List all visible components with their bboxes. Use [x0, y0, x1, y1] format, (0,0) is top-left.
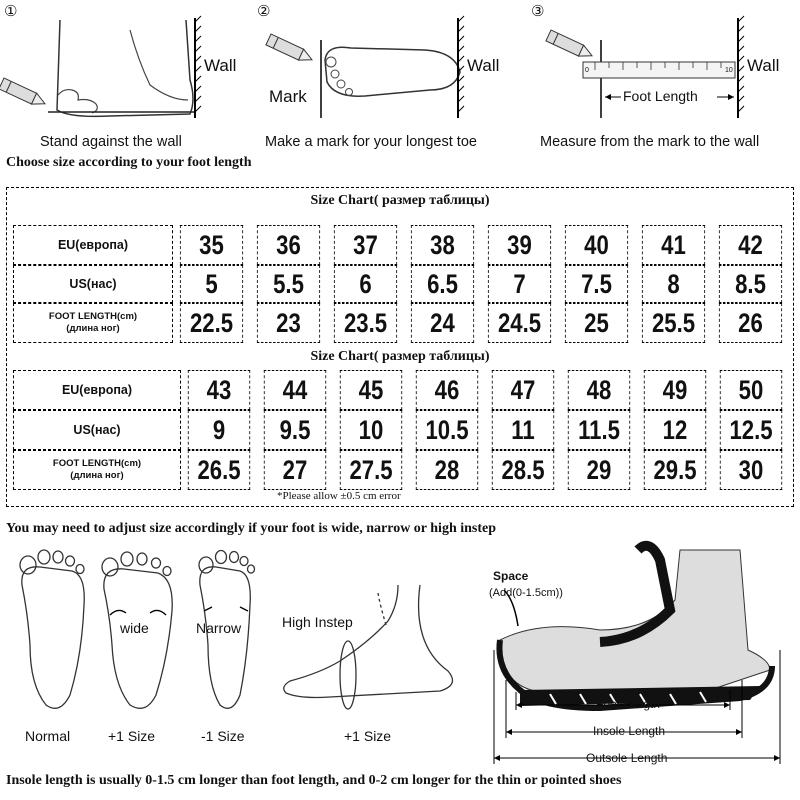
foot-length-label — [13, 303, 173, 343]
chart1-us-row — [13, 265, 789, 303]
foot-length-cell: 25.5 — [642, 303, 705, 343]
space-sub-label: (Add(0-1.5cm)) — [489, 587, 563, 599]
step-2-mark-label: Mark — [269, 87, 307, 106]
foot-length-cell: 29.5 — [644, 450, 706, 490]
eu-size-cell: 39 — [488, 225, 551, 265]
narrow-foot-caption: -1 Size — [201, 728, 245, 744]
eu-size-cell: 47 — [492, 370, 554, 410]
foot-length-label-line2: (длина ног) — [70, 470, 124, 481]
foot-length-cell: 25 — [565, 303, 628, 343]
step-2-number: ② — [257, 2, 271, 20]
us-size-cell: 8.5 — [719, 265, 782, 303]
us-size-cell: 5.5 — [257, 265, 320, 303]
step-3-caption: Measure from the mark to the wall — [540, 134, 760, 150]
high-instep-foot-outline — [284, 585, 453, 709]
us-size-cell: 10 — [340, 410, 402, 450]
wide-foot-caption: +1 Size — [108, 728, 156, 744]
normal-foot-caption: Normal — [25, 728, 71, 744]
high-instep-title: High Instep — [282, 614, 353, 630]
eu-size-cell: 46 — [416, 370, 478, 410]
foot-length-cell: 22.5 — [180, 303, 243, 343]
foot-length-cell: 27.5 — [340, 450, 402, 490]
eu-size-cell: 40 — [565, 225, 628, 265]
us-size-cell: 7.5 — [565, 265, 628, 303]
foot-length-measure-label: Foot Length — [623, 88, 698, 104]
eu-size-cell: 36 — [257, 225, 320, 265]
error-note: *Please allow ±0.5 cm error — [277, 490, 401, 502]
us-label: US(нас) — [13, 265, 173, 303]
eu-size-cell: 38 — [411, 225, 474, 265]
eu-size-cell: 42 — [719, 225, 782, 265]
eu-size-cell: 41 — [642, 225, 705, 265]
foot-length-cell: 26 — [719, 303, 782, 343]
eu-label: EU(европа) — [13, 225, 173, 265]
insole-length-note: Insole length is usually 0-1.5 cm longer than foot length, and 0-2 cm longer for the thin or pointed shoes — [6, 773, 622, 788]
eu-size-cell: 49 — [644, 370, 706, 410]
foot-length-label — [13, 450, 181, 490]
step-2-wall-label: Wall — [467, 56, 500, 75]
step-1-number: ① — [4, 2, 18, 20]
step-2 — [255, 0, 525, 180]
foot-shapes-illustration — [0, 545, 480, 745]
step-2-caption: Make a mark for your longest toe — [265, 134, 477, 150]
pencil-icon — [546, 30, 595, 61]
foot-length-cell: 23.5 — [334, 303, 397, 343]
eu-size-cell: 50 — [720, 370, 782, 410]
us-size-cell: 10.5 — [416, 410, 478, 450]
foot-length-arrow-label: Foot Length — [596, 697, 661, 711]
step-3 — [525, 0, 800, 180]
pencil-icon — [0, 78, 48, 109]
foot-length-cell: 24 — [411, 303, 474, 343]
us-size-cell: 9 — [188, 410, 250, 450]
step-1-wall-label: Wall — [204, 56, 237, 75]
chart2-foot-length-row — [13, 450, 789, 490]
us-size-cell: 12.5 — [720, 410, 782, 450]
chart2-eu-row — [13, 370, 789, 410]
narrow-label: Narrow — [196, 620, 242, 636]
us-size-cell: 7 — [488, 265, 551, 303]
ruler-end-number: 10 — [725, 67, 733, 74]
chart1-eu-row — [13, 225, 789, 265]
us-size-cell: 11.5 — [568, 410, 630, 450]
us-size-cell: 6 — [334, 265, 397, 303]
eu-size-cell: 35 — [180, 225, 243, 265]
eu-label: EU(европа) — [13, 370, 181, 410]
foot-length-cell: 28.5 — [492, 450, 554, 490]
adjust-size-text: You may need to adjust size accordingly if your foot is wide, narrow or high instep — [6, 521, 497, 536]
high-instep-caption: +1 Size — [344, 728, 392, 744]
eu-size-cell: 44 — [264, 370, 326, 410]
foot-length-cell: 27 — [264, 450, 326, 490]
step-1 — [0, 0, 260, 180]
us-size-cell: 11 — [492, 410, 554, 450]
foot-length-cell: 29 — [568, 450, 630, 490]
normal-foot-outline — [20, 550, 84, 708]
us-size-cell: 9.5 — [264, 410, 326, 450]
foot-length-label-line1: FOOT LENGTH(cm) — [52, 458, 142, 469]
eu-size-cell: 43 — [188, 370, 250, 410]
choose-size-text: Choose size according to your foot length — [6, 155, 252, 170]
step-1-caption: Stand against the wall — [40, 134, 182, 150]
chart2-us-row — [13, 410, 789, 450]
eu-size-cell: 45 — [340, 370, 402, 410]
ruler-start-number: 0 — [585, 67, 589, 74]
size-chart-title-2: Size Chart( размер таблицы) — [310, 349, 490, 364]
size-chart — [6, 187, 794, 507]
eu-size-cell: 48 — [568, 370, 630, 410]
pencil-icon — [266, 34, 315, 65]
foot-length-cell: 24.5 — [488, 303, 551, 343]
us-size-cell: 8 — [642, 265, 705, 303]
us-size-cell: 5 — [180, 265, 243, 303]
insole-length-arrow-label: Insole Length — [593, 724, 666, 738]
foot-length-label-line2: (длина ног) — [66, 323, 120, 334]
step-3-number: ③ — [531, 2, 545, 20]
space-label: Space — [493, 569, 529, 583]
outsole-length-arrow-label: Outsole Length — [586, 751, 668, 765]
step-3-wall-label: Wall — [747, 56, 780, 75]
size-chart-title-1: Size Chart( размер таблицы) — [310, 193, 490, 208]
foot-length-cell: 30 — [720, 450, 782, 490]
us-size-cell: 6.5 — [411, 265, 474, 303]
us-label: US(нас) — [13, 410, 181, 450]
foot-length-cell: 23 — [257, 303, 320, 343]
foot-length-label-line1: FOOT LENGTH(cm) — [48, 311, 138, 322]
wide-label: wide — [120, 620, 149, 636]
eu-size-cell: 37 — [334, 225, 397, 265]
us-size-cell: 12 — [644, 410, 706, 450]
foot-length-cell: 26.5 — [188, 450, 250, 490]
chart1-foot-length-row — [13, 303, 789, 343]
foot-length-cell: 28 — [416, 450, 478, 490]
